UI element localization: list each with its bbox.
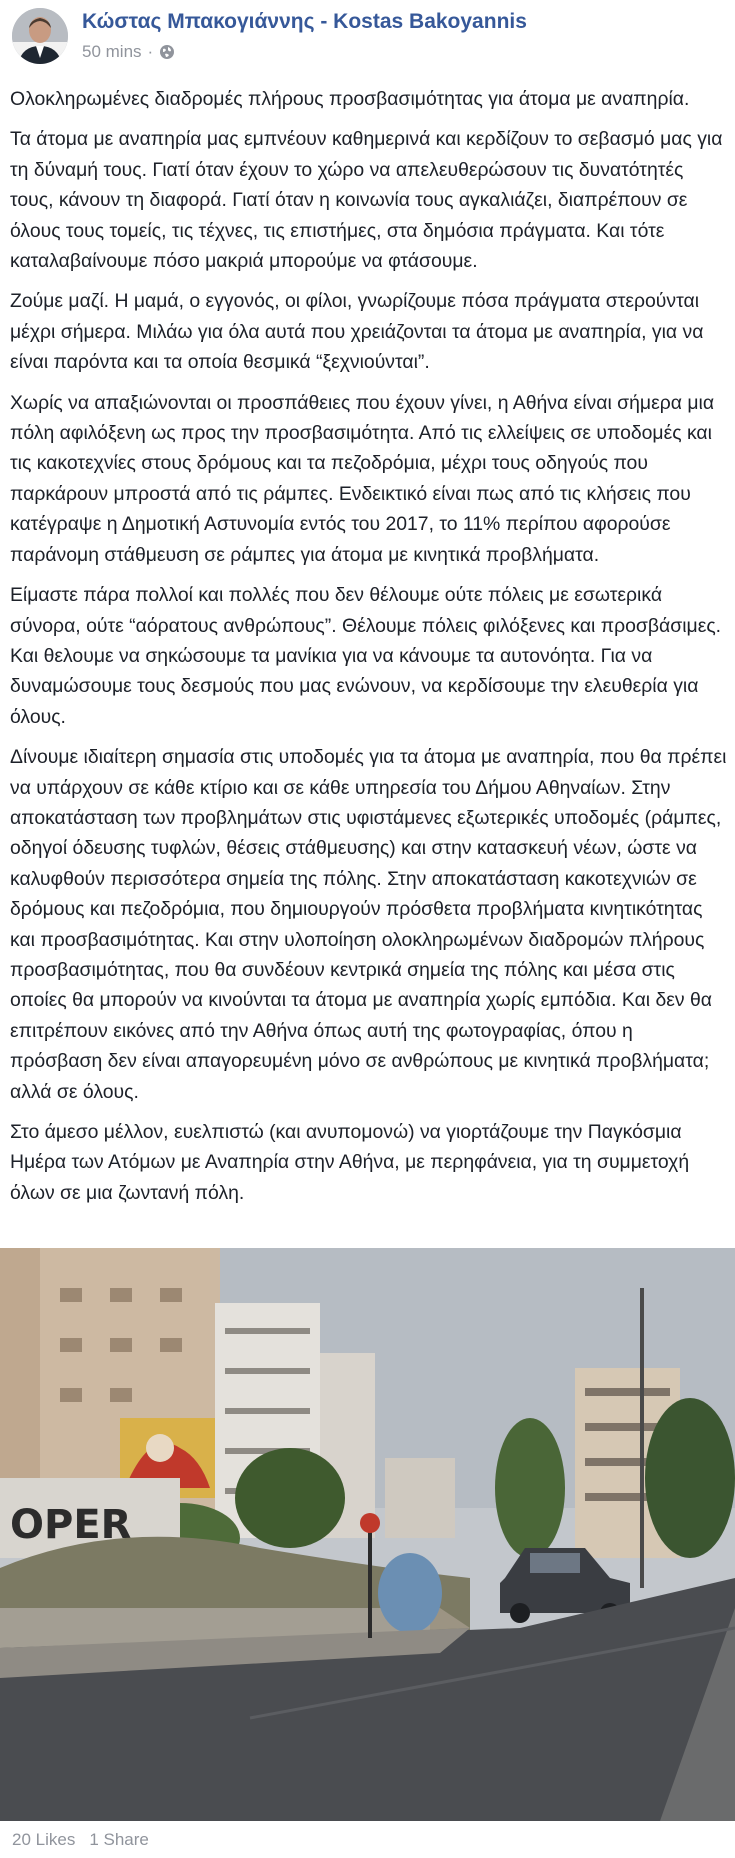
avatar[interactable] [12, 8, 68, 64]
post-meta [82, 42, 175, 62]
post-paragraph: Ολοκληρωμένες διαδρομές πλήρους προσβασιμότητας για άτομα με αναπηρία. [10, 88, 690, 110]
meta-separator: · [147, 42, 154, 61]
post-paragraph: Ζούμε μαζί. Η μαμά, ο εγγονός, οι φίλοι, γνωρίζουμε πόσα πράγματα στερούνται μέχρι σήμερα. Μιλάω για όλα αυτά που χρειάζονται τα άτομα με αναπηρία, για να είναι παρόντα και τα οποία θεσμικά “ξεχνιούνται”. [10, 290, 704, 374]
post-footer [12, 1830, 149, 1850]
globe-icon[interactable] [159, 44, 175, 60]
post-header [0, 0, 735, 80]
post-paragraph: Στο άμεσο μέλλον, ευελπιστώ (και ανυπομονώ) να γιορτάζουμε την Παγκόσμια Ημέρα των Ατόμων με Αναπηρία στην Αθήνα, με περηφάνεια, για τη συμμετοχή όλων σε μια ζωντανή πόλη. [10, 1121, 690, 1204]
post-paragraph: Δίνουμε ιδιαίτερη σημασία στις υποδομές για τα άτομα με αναπηρία, που θα πρέπει να υπάρχουν σε κάθε κτίριο και σε κάθε υπηρεσία του Δήμου Αθηναίων. Στην αποκατάσταση των προβλημάτων στις υφιστάμενες εξωτερικές υποδομές (ράμπες, οδηγοί όδευσης τυφλών, θέσεις στάθμευσης) και στην κατασκευή νέων, ώστε να καλυφθούν περισσότερα σημεία της πόλης. Στην αποκατάσταση κακοτεχνιών σε δρόμους και πεζοδρόμια, που δημιουργούν πρόσθετα προβλήματα κινητικότητας και προσβασιμότητας. Και στην υλοποίηση ολοκληρωμένων διαδρομών πλήρους προσβασιμότητας, που θα συνδέουν κεντρικά σημεία της πόλης και μέσα στις οποίες θα μπορούν να κινούνται τα άτομα με αναπηρία χωρίς εμπόδια. Και δεν θα επιτρέπουν εικόνες από την Αθήνα όπως αυτή της φωτογραφίας, όπου η πρόσβαση δεν είναι απαγορευμένη μόνο σε ανθρώπους με κινητικά προβλήματα; αλλά σε όλους. [10, 746, 727, 1103]
post-paragraph: Τα άτομα με αναπηρία μας εμπνέουν καθημερινά και κερδίζουν το σεβασμό μας για τη δύναμή τους. Γιατί όταν έχουν το χώρο να απελευθερώσουν τις δυνατότητές τους, κάνουν τη διαφορά. Γιατί όταν η κοινωνία τους αγκαλιάζει, διαπρέπουν σε όλους τους τομείς, τις τέχνες, τις επιστήμες, στα δημόσια πράγματα. Και τότε καταλαβαίνουμε πόσο μακριά μπορούμε να φτάσουμε. [10, 128, 723, 273]
author-name-link[interactable]: Κώστας Μπακογιάννης - Kostas Bakoyannis [82, 10, 527, 33]
post-photo[interactable] [0, 1248, 735, 1821]
likes-count[interactable]: 20 Likes [12, 1830, 76, 1849]
post-paragraph: Χωρίς να απαξιώνονται οι προσπάθειες που έχουν γίνει, η Αθήνα είναι σήμερα μια πόλη αφιλόξενη ως προς την προσβασιμότητα. Από τις ελλείψεις σε υποδομές και τις κακοτεχνίες στους δρόμους και τα πεζοδρόμια, μέχρι τους οδηγούς που παρκάρουν μπροστά από τις ράμπες. Ενδεικτικό είναι πως από τις κλήσεις που κατέγραψε η Δημοτική Αστυνομία εντός του 2017, το 11% περίπου αφορούσε παράνομη στάθμευση σε ράμπες για άτομα με κινητικά προβλήματα. [10, 391, 715, 566]
timestamp-link[interactable]: 50 mins [82, 42, 142, 61]
svg-text:OPER: OPER [10, 1502, 132, 1548]
post-body [10, 84, 728, 1218]
post-paragraph: Είμαστε πάρα πολλοί και πολλές που δεν θέλουμε ούτε πόλεις με εσωτερικά σύνορα, ούτε “αόρατους ανθρώπους”. Θέλουμε πόλεις φιλόξενες και προσβάσιμες. Και θελουμε να σηκώσουμε τα μανίκια για να κάνουμε τα αυτονόητα. Για να δυναμώσουμε τους δεσμούς που μας ενώνουν, να κερδίσουμε την ελευθερία για όλους. [10, 584, 722, 728]
shares-count[interactable]: 1 Share [89, 1830, 149, 1849]
